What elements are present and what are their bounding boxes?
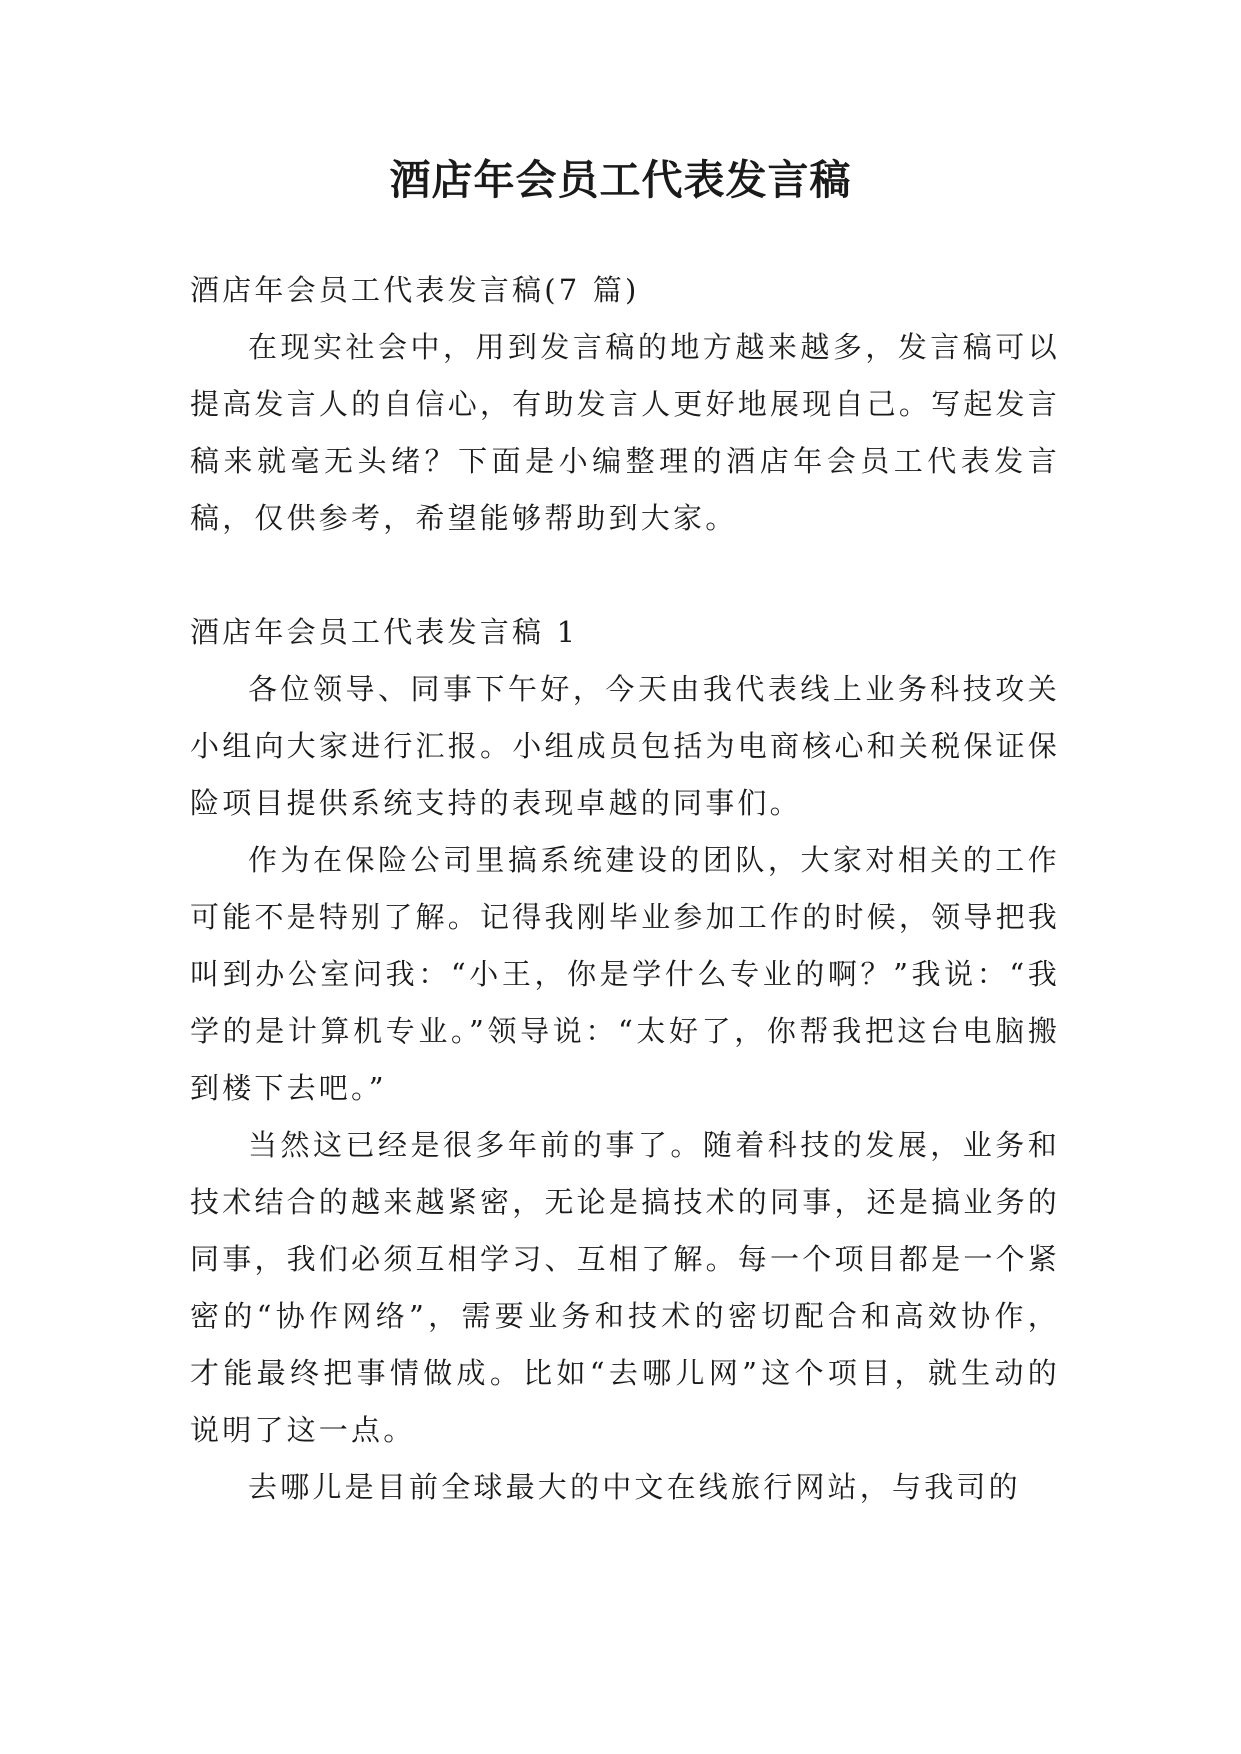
body-paragraph-2: 作为在保险公司里搞系统建设的团队，大家对相关的工作可能不是特别了解。记得我刚毕业参加工作的时候，领导把我叫到办公室问我：“小王，你是学什么专业的啊？”我说：“我学的是计算机专业。”领导说：“太好了，你帮我把这台电脑搬到楼下去吧。” — [190, 843, 1061, 1105]
section-spacer — [190, 547, 1060, 604]
section-heading: 酒店年会员工代表发言稿 1 — [190, 615, 579, 649]
document-title: 酒店年会员工代表发言稿 — [389, 156, 852, 204]
document-subtitle: 酒店年会员工代表发言稿(7 篇) — [190, 273, 640, 307]
body-paragraph-1: 各位领导、同事下午好，今天由我代表线上业务科技攻关小组向大家进行汇报。小组成员包括为电商核心和关税保证保险项目提供系统支持的表现卓越的同事们。 — [190, 672, 1060, 820]
body-paragraph-3: 当然这已经是很多年前的事了。随着科技的发展，业务和技术结合的越来越紧密，无论是搞技术的同事，还是搞业务的同事，我们必须互相学习、互相了解。每一个项目都是一个紧密的“协作网络”，需要业务和技术的密切配合和高效协作，才能最终把事情做成。比如“去哪儿网”这个项目，就生动的说明了这一点。 — [190, 1128, 1060, 1447]
body-paragraph-4: 去哪儿是目前全球最大的中文在线旅行网站，与我司的 — [248, 1470, 1021, 1504]
intro-paragraph: 在现实社会中，用到发言稿的地方越来越多，发言稿可以提高发言人的自信心，有助发言人更好地展现自己。写起发言稿来就毫无头绪？下面是小编整理的酒店年会员工代表发言稿，仅供参考，希望能够帮助到大家。 — [190, 330, 1060, 535]
document-body — [190, 262, 1060, 1516]
